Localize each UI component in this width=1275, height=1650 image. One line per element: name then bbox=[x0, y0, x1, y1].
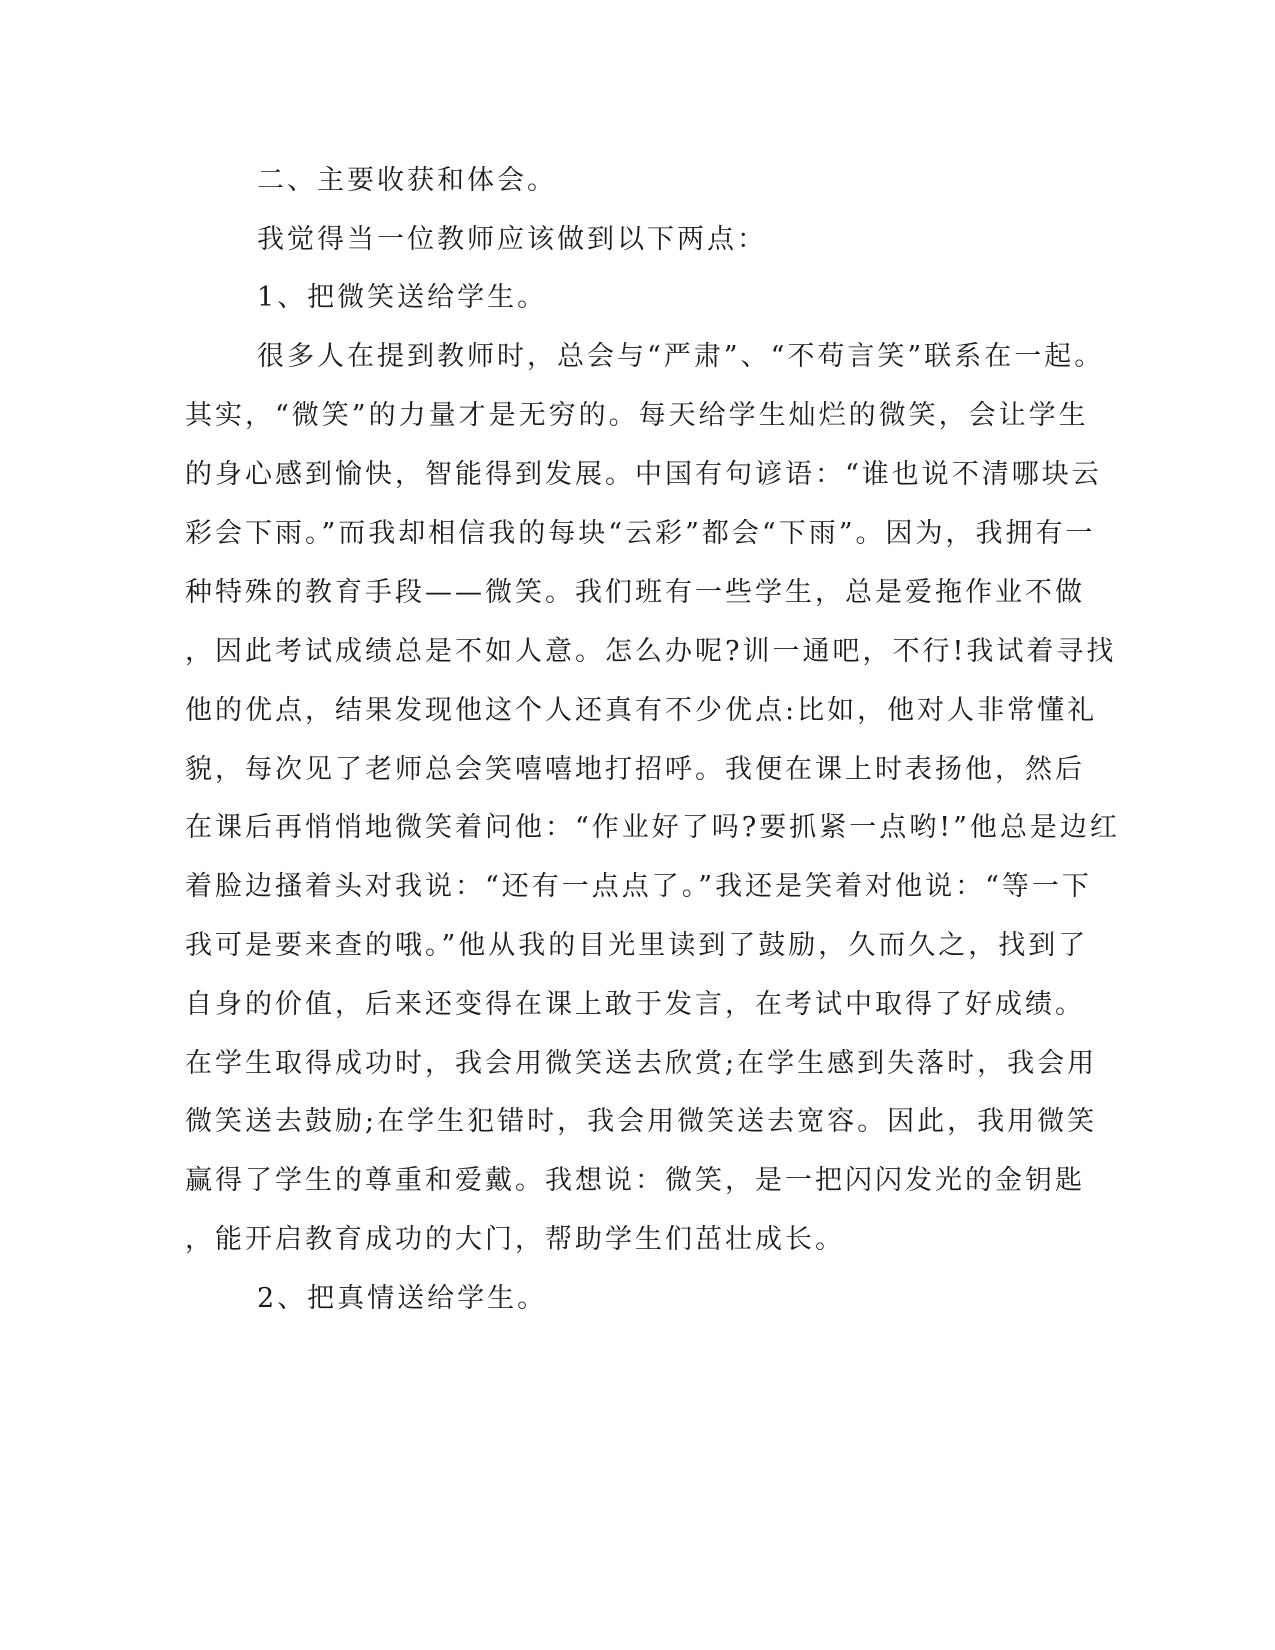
paragraph-line: ，因此考试成绩总是不如人意。怎么办呢?训一通吧，不行!我试着寻找 bbox=[185, 636, 1117, 667]
paragraph-line: 种特殊的教育手段——微笑。我们班有一些学生，总是爱拖作业不做 bbox=[185, 577, 1085, 608]
paragraph-line: 微笑送去鼓励;在学生犯错时，我会用微笑送去宽容。因此，我用微笑 bbox=[185, 1106, 1098, 1137]
paragraph-line: 的身心感到愉快，智能得到发展。中国有句谚语：“谁也说不清哪块云 bbox=[185, 459, 1102, 490]
paragraph-line: 他的优点，结果发现他这个人还真有不少优点:比如，他对人非常懂礼 bbox=[185, 695, 1098, 726]
paragraph-line: 彩会下雨。”而我却相信我的每块“云彩”都会“下雨”。因为，我拥有一 bbox=[185, 518, 1096, 549]
paragraph-line: 很多人在提到教师时，总会与“严肃”、“不苟言笑”联系在一起。 bbox=[257, 341, 1105, 372]
paragraph-line: 在课后再悄悄地微笑着问他：“作业好了吗?要抓紧一点哟!”他总是边红 bbox=[185, 812, 1120, 843]
paragraph-line: 赢得了学生的尊重和爱戴。我想说：微笑，是一把闪闪发光的金钥匙 bbox=[185, 1165, 1085, 1196]
paragraph-line: 其实，“微笑”的力量才是无穷的。每天给学生灿烂的微笑，会让学生 bbox=[185, 400, 1089, 431]
paragraph-line: 我觉得当一位教师应该做到以下两点： bbox=[257, 224, 767, 255]
paragraph-line: 着脸边搔着头对我说：“还有一点点了。”我还是笑着对他说：“等一下 bbox=[185, 871, 1092, 902]
subheading-1: 1、把微笑送给学生。 bbox=[257, 282, 548, 313]
paragraph-line: 自身的价值，后来还变得在课上敢于发言，在考试中取得了好成绩。 bbox=[185, 989, 1085, 1020]
section-heading: 二、主要收获和体会。 bbox=[257, 165, 557, 196]
paragraph-line: ，能开启教育成功的大门，帮助学生们茁壮成长。 bbox=[185, 1224, 845, 1255]
paragraph-line: 我可是要来查的哦。”他从我的目光里读到了鼓励，久而久之，找到了 bbox=[185, 930, 1089, 961]
paragraph-line: 貌，每次见了老师总会笑嘻嘻地打招呼。我便在课上时表扬他，然后 bbox=[185, 754, 1085, 785]
paragraph-line: 在学生取得成功时，我会用微笑送去欣赏;在学生感到失落时，我会用 bbox=[185, 1048, 1098, 1079]
subheading-2: 2、把真情送给学生。 bbox=[257, 1283, 548, 1314]
